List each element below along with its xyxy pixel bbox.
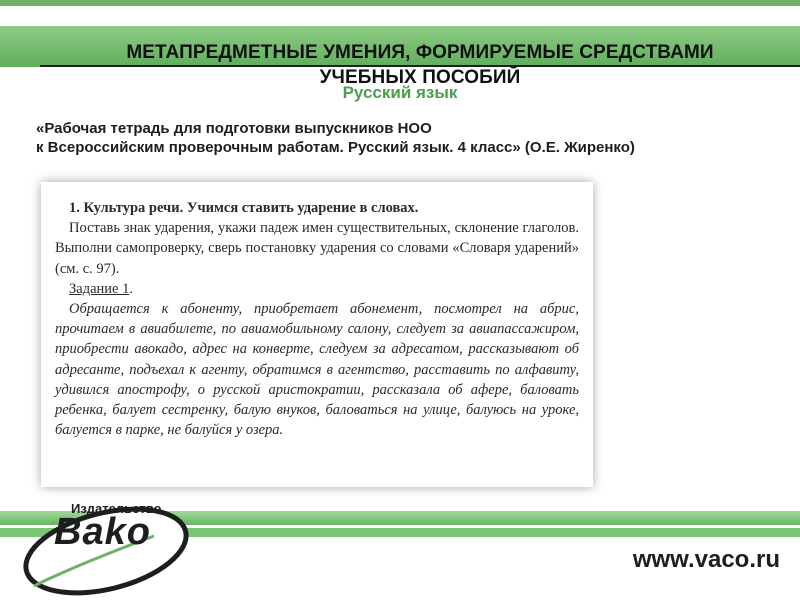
subject-label: Русский язык [342, 83, 458, 102]
exercise-box [41, 182, 593, 487]
page-title-line1: МЕТАПРЕДМЕТНЫЕ УМЕНИЯ, ФОРМИРУЕМЫЕ СРЕДСТВАМИ [126, 42, 714, 63]
book-title-line2: к Всероссийским проверочным работам. Русский язык. 4 класс» (О.Е. Жиренко) [36, 139, 635, 156]
task-label-dot: . [129, 280, 133, 297]
logo-name: Bako [54, 511, 151, 553]
page-title-line2: УЧЕБНЫХ ПОСОБИЙ [319, 67, 521, 88]
exercise-heading: 1. Культура речи. Учимся ставить ударение в словах. [69, 200, 419, 216]
logo-publisher: Издательство [71, 501, 162, 516]
website-url[interactable]: www.vaco.ru [632, 546, 780, 573]
book-title-line1: «Рабочая тетрадь для подготовки выпускников НОО [36, 120, 432, 137]
top-stripe [0, 0, 800, 6]
task-label-line [55, 279, 579, 299]
exercise-instruction: Поставь знак ударения, укажи падеж имен существительных, склонение глаголов. Выполни самопроверку, сверь постановку ударения со словами «Словаря ударений» (см. с. 97). [55, 220, 579, 277]
task-text: Обращается к абоненту, приобретает абонемент, посмотрел на абрис, прочитаем в авиабилете, по авиамобильному салону, следует за авиапассажиром, приобрести авокадо, адрес на конверте, следуем за адресатом, рассказывают об адресанте, подъехал к агенту, обратимся в агентство, расставить по алфавиту, удивился апострофу, о русской аристократии, рассказала об афере, баловать ребенка, балует сестренку, балую внуков, баловаться на улице, балуюсь на уроке, балуется в парке, не балуйся у озера. [55, 301, 579, 439]
task-label: Задание 1 [69, 280, 130, 297]
